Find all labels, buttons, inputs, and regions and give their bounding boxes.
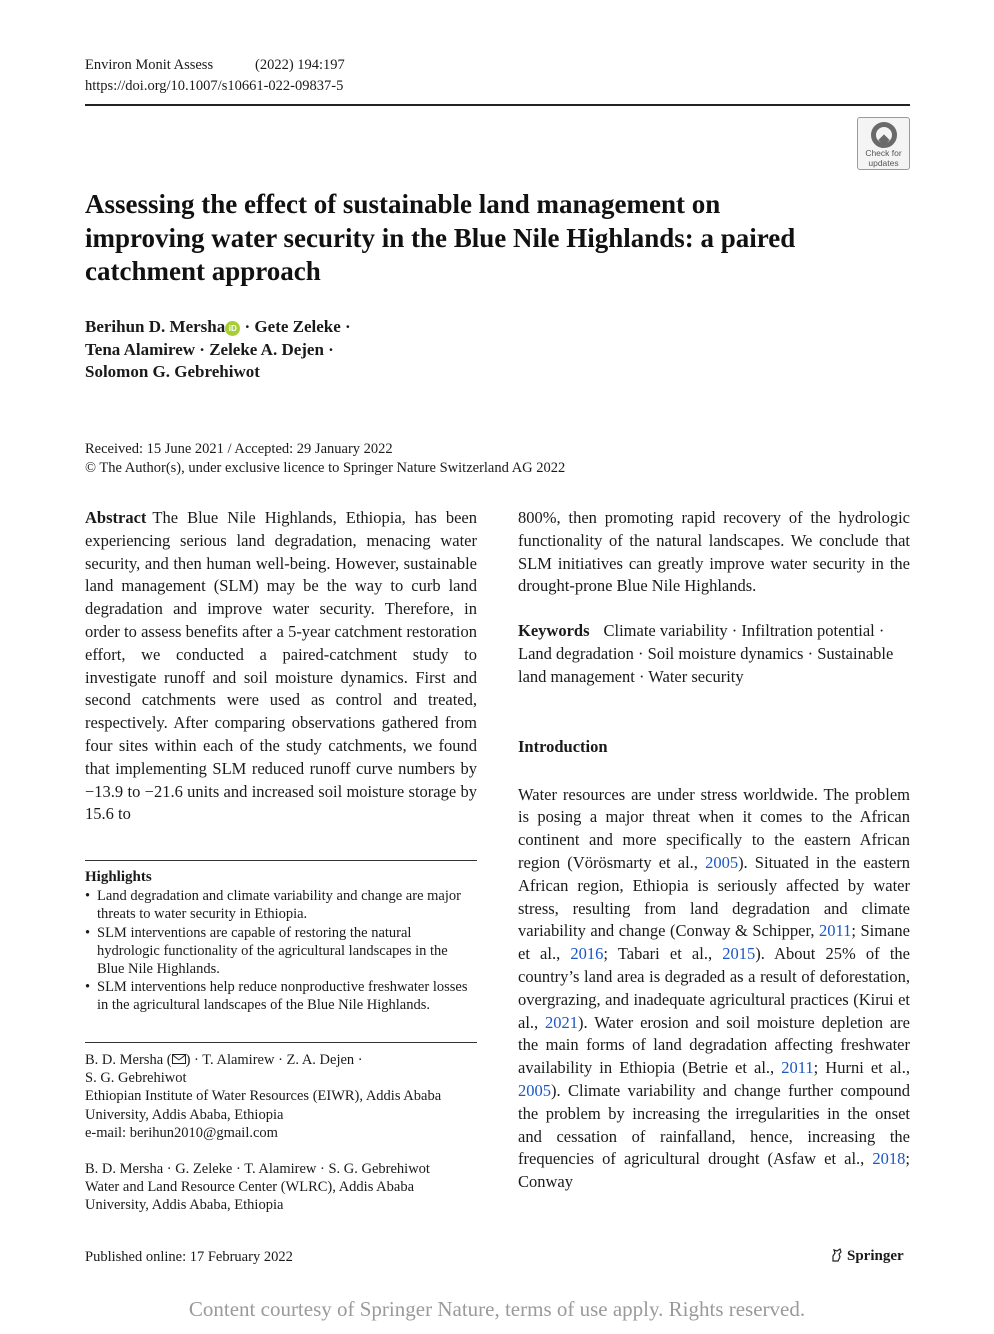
- keywords: [518, 620, 910, 688]
- watermark-text: Content courtesy of Springer Nature, terms of use apply. Rights reserved.: [188, 1297, 806, 1321]
- affiliation-name-line2: S. G. Gebrehiwot: [85, 1070, 187, 1087]
- publisher-logo: [830, 1248, 904, 1265]
- highlight-item: • Land degradation and climate variability and change are major threats to water security in Ethiopia.: [85, 887, 477, 923]
- affiliation-institution: Ethiopian Institute of Water Resources (EIWR), Addis Ababa University, Addis Ababa, Ethiopia: [85, 1088, 442, 1123]
- intro-text-segment: ; Simane et al.,: [518, 921, 911, 964]
- right-column: [518, 507, 910, 1194]
- affiliation-names-post: ) · T. Alamirew · Z. A. Dejen ·: [185, 1052, 363, 1068]
- intro-text-segment: ). Climate variability and change further compound the problem by increasing the irregularities in the onset and cessation of rainfalland, hence, increasing the frequencies of agricultural drought (Asfaw et al.,: [518, 1080, 910, 1169]
- journal-citation: (2022) 194:197: [255, 57, 345, 73]
- affiliation-wlrc: [85, 1160, 477, 1215]
- affiliation-institution: Water and Land Resource Center (WLRC), Addis Ababa University, Addis Ababa, Ethiopia: [85, 1179, 415, 1214]
- author-email[interactable]: e-mail: berihun2010@gmail.com: [85, 1124, 278, 1141]
- springer-horse-icon: [830, 1248, 844, 1262]
- citation-link[interactable]: 2005: [518, 1080, 551, 1100]
- badge-line1: Check for: [865, 148, 902, 158]
- affiliation-eiwr: [85, 1051, 477, 1142]
- introduction-text: [518, 784, 910, 1194]
- doi-link[interactable]: https://doi.org/10.1007/s10661-022-09837-5: [85, 78, 344, 94]
- envelope-icon[interactable]: [172, 1054, 186, 1064]
- citation-link[interactable]: 2021: [545, 1012, 579, 1032]
- citation-link[interactable]: 2011: [819, 921, 852, 941]
- intro-text-segment: Vörösmarty et al.,: [572, 852, 706, 872]
- author-line-2: Tena Alamirew · Zeleke A. Dejen ·: [85, 339, 334, 359]
- highlights-box: [85, 868, 477, 1015]
- article-dates: [85, 440, 565, 477]
- author-mersha[interactable]: Berihun D. Mersha: [85, 317, 226, 336]
- author-zeleke: · Gete Zeleke ·: [240, 317, 351, 336]
- citation-link[interactable]: 2011: [781, 1058, 814, 1078]
- orcid-icon[interactable]: iD: [225, 321, 240, 336]
- author-list: [85, 316, 585, 384]
- left-column: [85, 507, 477, 826]
- article-title: Assessing the effect of sustainable land management on improving water security in the Blue Nile Highlands: a paired catchment approach: [85, 189, 796, 286]
- abstract-label: Abstract: [85, 508, 147, 527]
- abstract-continued: 800%, then promoting rapid recovery of the hydrologic functionality of the natural landscapes. We conclude that SLM initiatives can greatly improve water security in the drought-prone Blue Nile Highlands.: [518, 508, 910, 596]
- intro-text-segment: ). About 25% of the country’s land area is degraded as a result of deforestation, overgrazing, and inadequate agricultural practices (Kirui et al.,: [518, 944, 910, 1032]
- received-accepted: Received: 15 June 2021 / Accepted: 29 January 2022: [85, 441, 393, 457]
- citation-link[interactable]: 2015: [722, 944, 756, 964]
- affiliation-names-pre: B. D. Mersha (: [85, 1052, 172, 1068]
- citation-link[interactable]: 2016: [570, 944, 604, 964]
- intro-text-segment: ; Conway: [518, 1149, 910, 1192]
- author-line-3: Solomon G. Gebrehiwot: [85, 362, 260, 381]
- keywords-text: Climate variability · Infiltration potential · Land degradation · Soil moisture dynamics · Sustainable land management · Water security: [518, 621, 894, 686]
- citation-link[interactable]: 2005: [705, 852, 739, 872]
- highlight-item: • SLM interventions help reduce nonproductive freshwater losses in the agricultural landscapes of the Blue Nile Highlands.: [85, 978, 477, 1014]
- affiliation-names: B. D. Mersha · G. Zeleke · T. Alamirew · S. G. Gebrehiwot: [85, 1161, 430, 1177]
- journal-name: Environ Monit Assess: [85, 57, 214, 73]
- intro-text-segment: Water resources are under stress worldwide. The problem is posing a major threat when it comes to the African continent and more specifically to the eastern African region (: [518, 784, 910, 872]
- check-for-updates-badge[interactable]: [857, 117, 910, 170]
- copyright-line: © The Author(s), under exclusive licence to Springer Nature Switzerland AG 2022: [85, 459, 566, 476]
- published-online: Published online: 17 February 2022: [85, 1249, 293, 1265]
- keywords-label: Keywords: [518, 621, 590, 641]
- badge-line2: updates: [868, 157, 899, 168]
- intro-text-segment: ). Situated in the eastern African region, Ethiopia is seriously affected by water stress, resulting from land degradation and climate variability and change (Conway & Schipper,: [518, 852, 910, 941]
- citation-link[interactable]: 2018: [872, 1149, 906, 1169]
- introduction-heading: Introduction: [518, 736, 608, 756]
- intro-text-segment: ; Hurni et al.,: [813, 1058, 910, 1078]
- check-for-updates-icon: [871, 122, 897, 148]
- highlights-heading: Highlights: [85, 869, 152, 885]
- intro-text-segment: ; Tabari et al.,: [603, 944, 723, 964]
- header-divider: [85, 104, 910, 106]
- intro-text-segment: ). Water erosion and soil moisture depletion are the main forms of land degradation affecting freshwater availability in Ethiopia (Betrie et al.,: [518, 1012, 910, 1078]
- journal-header: [85, 55, 345, 97]
- publisher-name: Springer: [847, 1248, 904, 1264]
- highlights-divider: [85, 860, 477, 861]
- affiliation-divider: [85, 1042, 477, 1043]
- abstract-text: The Blue Nile Highlands, Ethiopia, has been experiencing serious land degradation, menacing water security, and then human well-being. However, sustainable land management (SLM) may be the way to curb land degradation and improve water security. Therefore, in order to assess benefits after a 5-year catchment restoration effort, we conducted a paired-catchment study to investigate runoff and soil moisture dynamics. First and second catchments were used as control and treated, respectively. After comparing observations gathered from four sites within each of the study catchments, we found that implementing SLM reduced runoff curve numbers by −13.9 to −21.6 units and increased soil moisture storage by 15.6 to: [85, 508, 477, 824]
- abstract: [85, 507, 477, 826]
- highlight-item: • SLM interventions are capable of restoring the natural hydrologic functionality of the agricultural landscapes in the Blue Nile Highlands.: [85, 924, 477, 979]
